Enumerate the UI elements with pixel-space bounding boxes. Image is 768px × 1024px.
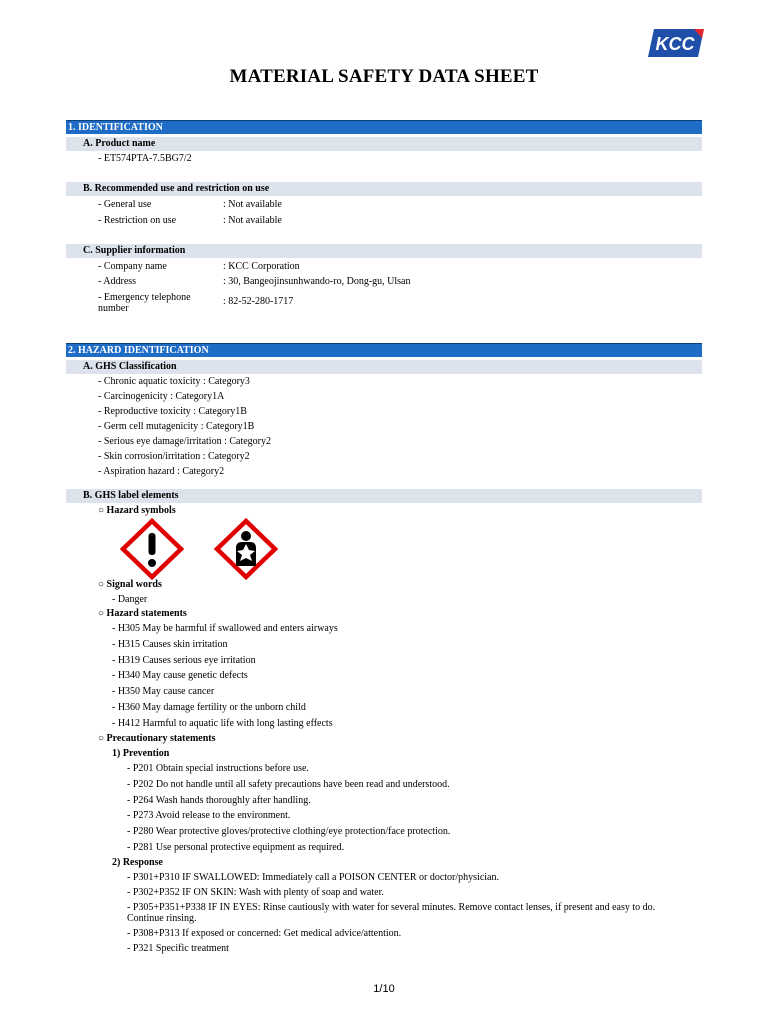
hazard-statement: - H319 Causes serious eye irritation [112,655,256,666]
section-1-header: 1. IDENTIFICATION [66,120,702,134]
document-title: MATERIAL SAFETY DATA SHEET [229,66,539,87]
response-item: - P302+P352 IF ON SKIN: Wash with plenty of soap and water. [127,887,384,898]
general-use-value: : Not available [223,199,282,210]
supplier-header: C. Supplier information [66,244,702,258]
health-hazard-pictogram-icon [214,518,278,580]
product-name-header: A. Product name [66,137,702,151]
address-label: - Address [98,276,137,287]
address-value: : 30, Bangeojinsunhwando-ro, Dong-gu, Ulsan [223,276,411,287]
hazard-statement: - H305 May be harmful if swallowed and enters airways [112,623,338,634]
ghs-classification-header: A. GHS Classification [66,360,702,374]
classification-item: - Chronic aquatic toxicity : Category3 [98,376,250,387]
hazard-statement: - H412 Harmful to aquatic life with long lasting effects [112,718,333,729]
kcc-logo [648,29,704,57]
company-label: - Company name [98,261,167,272]
signal-word: - Danger [112,594,148,605]
product-name: - ET574PTA-7.5BG7/2 [98,153,192,164]
recommended-use-header: B. Recommended use and restriction on use [66,182,702,196]
precautionary-label: ○ Precautionary statements [98,733,216,744]
page-number: 1/10 [373,983,395,995]
prevention-title: 1) Prevention [112,748,170,759]
classification-item: - Serious eye damage/irritation : Category2 [98,436,272,447]
general-use-label: - General use [98,199,152,210]
classification-item: - Aspiration hazard : Category2 [98,466,225,477]
hazard-symbols-label: ○ Hazard symbols [98,505,176,516]
prevention-item: - P281 Use personal protective equipment as required. [127,842,345,853]
hazard-statement: - H350 May cause cancer [112,686,215,697]
signal-words-label: ○ Signal words [98,579,162,590]
prevention-item: - P202 Do not handle until all safety precautions have been read and understood. [127,779,450,790]
classification-item: - Carcinogenicity : Category1A [98,391,225,402]
prevention-item: - P201 Obtain special instructions before use. [127,763,309,774]
exclamation-mark-pictogram-icon [120,518,184,580]
hazard-statement: - H340 May cause genetic defects [112,670,248,681]
logo-text: KCC [655,34,695,54]
hazard-statements-label: ○ Hazard statements [98,608,187,619]
classification-item: - Skin corrosion/irritation : Category2 [98,451,250,462]
response-item: - P321 Specific treatment [127,943,229,954]
prevention-item: - P264 Wash hands thoroughly after handling. [127,795,311,806]
ghs-label-header: B. GHS label elements [66,489,702,503]
prevention-item: - P273 Avoid release to the environment. [127,810,291,821]
company-value: : KCC Corporation [223,261,300,272]
emergency-label: - Emergency telephone number [98,292,191,314]
response-item: - P308+P313 If exposed or concerned: Get medical advice/attention. [127,928,402,939]
section-2-header: 2. HAZARD IDENTIFICATION [66,343,702,357]
response-item: - P301+P310 IF SWALLOWED: Immediately call a POISON CENTER or doctor/physician. [127,872,499,883]
restriction-label: - Restriction on use [98,215,177,226]
hazard-statement: - H315 Causes skin irritation [112,639,228,650]
prevention-item: - P280 Wear protective gloves/protective clothing/eye protection/face protection. [127,826,451,837]
emergency-value: : 82-52-280-1717 [223,296,294,307]
restriction-value: : Not available [223,215,282,226]
classification-item: - Germ cell mutagenicity : Category1B [98,421,255,432]
response-item: - P305+P351+P338 IF IN EYES: Rinse cautiously with water for several minutes. Remove contact lenses, if present and easy to do. Continue rinsing. [127,902,656,924]
response-title: 2) Response [112,857,163,868]
classification-item: - Reproductive toxicity : Category1B [98,406,247,417]
hazard-statement: - H360 May damage fertility or the unborn child [112,702,306,713]
